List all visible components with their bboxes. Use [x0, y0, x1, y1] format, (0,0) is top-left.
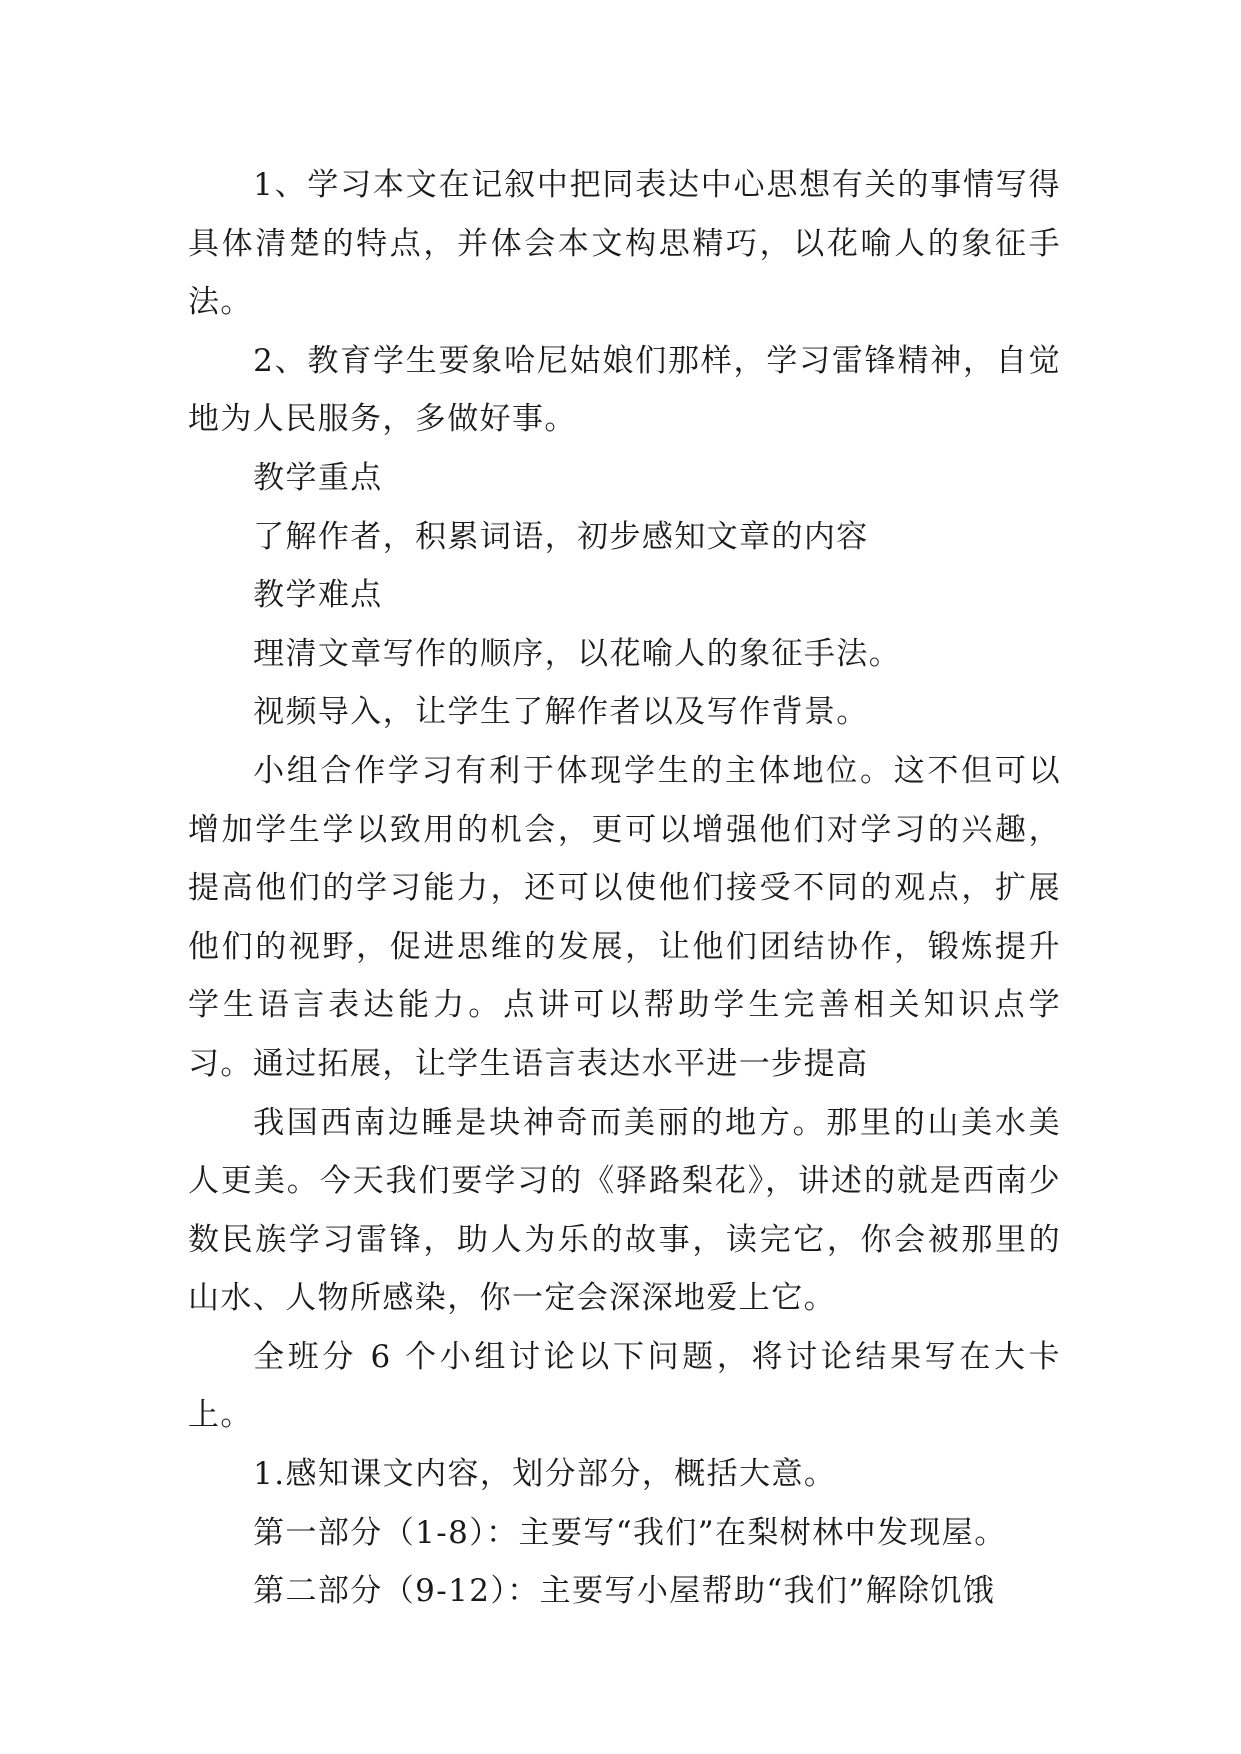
paragraph: 我国西南边睡是块神奇而美丽的地方。那里的山美水美人更美。今天我们要学习的《驿路梨花》，讲述的就是西南少数民族学习雷锋，助人为乐的故事，读完它，你会被那里的山水、人物所感染，你一定会深深地爱上它。 [188, 1104, 1061, 1317]
paragraph: 小组合作学习有利于体现学生的主体地位。这不但可以增加学生学以致用的机会，更可以增强他们对学习的兴趣，提高他们的学习能力，还可以使他们接受不同的观点，扩展他们的视野，促进思维的发展，让他们团结协作，锻炼提升学生语言表达能力。点讲可以帮助学生完善相关知识点学习。通过拓展，让学生语言表达水平进一步提高 [188, 752, 1061, 1082]
paragraph: 第二部分（9-12）：主要写小屋帮助“我们”解除饥饿 [253, 1573, 996, 1610]
paragraph: 2、教育学生要象哈尼姑娘们那样，学习雷锋精神，自觉地为人民服务，多做好事。 [188, 342, 1061, 438]
paragraph: 全班分 6 个小组讨论以下问题，将讨论结果写在大卡上。 [188, 1338, 1061, 1434]
paragraph: 理清文章写作的顺序，以花喻人的象征手法。 [253, 635, 902, 672]
section-heading: 教学重点 [253, 459, 383, 496]
paragraph: 1.感知课文内容，划分部分，概括大意。 [253, 1456, 837, 1493]
paragraph: 了解作者，积累词语，初步感知文章的内容 [253, 518, 869, 555]
section-heading: 教学难点 [253, 577, 383, 614]
paragraph: 1、学习本文在记叙中把同表达中心思想有关的事情写得具体清楚的特点，并体会本文构思精巧，以花喻人的象征手法。 [188, 167, 1061, 321]
document-page [188, 156, 1061, 1621]
paragraph: 第一部分（1-8）：主要写“我们”在梨树林中发现屋。 [253, 1514, 1007, 1551]
paragraph: 视频导入，让学生了解作者以及写作背景。 [253, 694, 869, 731]
